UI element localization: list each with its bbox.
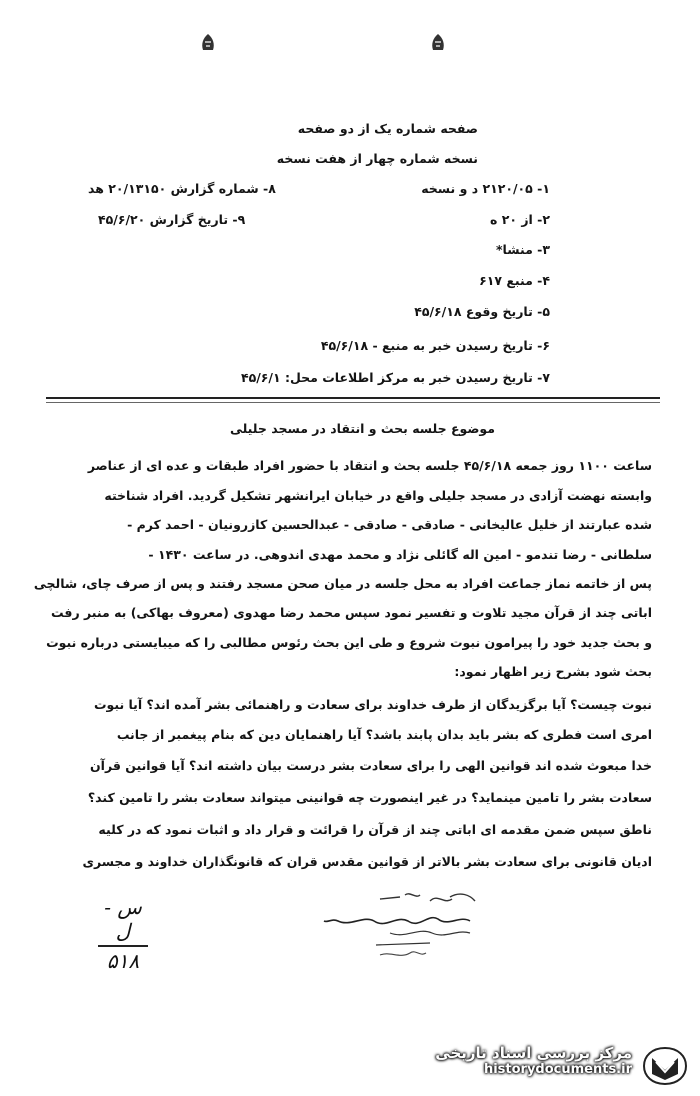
watermark-name: مرکز بررسی اسناد تاریخی [435,1044,632,1062]
page-number-line: صفحه شماره یک از دو صفحه [297,121,478,136]
body-line: سلطانی - رضا تندمو - امین اله گائلی نژاد و محمد مهدی اندوهی. در ساعت ۱۴۳۰ - [148,547,652,562]
archive-logo-icon [640,1044,690,1088]
field-3: ۳- منشا* [496,242,550,257]
fraction-bar [98,945,148,947]
body-line: ساعت ۱۱۰۰ روز جمعه ۴۵/۶/۱۸ جلسه بحث و انتقاد با حضور افراد طبقات و عده ای از عناصر [87,458,652,473]
body-line: بحث شود بشرح زیر اظهار نمود: [454,664,652,679]
body-line: وابسته نهضت آزادی در مسجد جلیلی واقع در خیابان ایرانشهر تشکیل گردید. افراد شناخته [104,488,652,503]
report-date: ۹- تاریخ گزارش ۴۵/۶/۲۰ [98,212,246,227]
field-6: ۶- تاریخ رسیدن خبر به منبع - ۴۵/۶/۱۸ [320,338,550,353]
body-line: و بحث جدید خود را پیرامون نبوت شروع و طی این بحث رئوس مطالبی را که میبایستی درباره نبوت [46,635,652,650]
body-line: ادیان قانونی برای سعادت بشر بالاتر از قوانین مقدس قران که قانونگذاران خداوند و مجسری [82,854,652,869]
field-4: ۴- منبع ۶۱۷ [479,273,550,288]
body-line: شده عبارتند از خلیل عالیخانی - صادقی - صادقی - عبدالحسین کازرونیان - احمد کرم - [127,517,652,532]
archive-fraction [98,895,148,973]
archive-watermark [412,1044,690,1088]
fraction-bottom: ۵۱۸ [106,949,140,973]
report-number: ۸- شماره گزارش ۲۰/۱۳۱۵۰ هد [88,181,276,196]
copy-number-line: نسخه شماره چهار از هفت نسخه [276,151,478,166]
body-line: نبوت چیست؟ آیا برگزیدگان از طرف خداوند برای سعادت و راهنمائی بشر آمده اند؟ آیا نبوت [93,697,652,712]
body-line: پس از خاتمه نماز جماعت افراد به محل جلسه در میان صحن مسجد رفتند و پس از صرف چای، شالچی [33,576,652,591]
separator-line-thin [46,402,660,403]
body-line: امری است فطری که بشر باید بدان پابند باشد؟ آیا راهنمایان دین که بنام پیغمبر از جانب [116,727,652,742]
body-line: سعادت بشر را تامین مینماید؟ در غیر اینصورت چه قوانینی میتواند سعادت بشر را تامین کند؟ [87,790,652,805]
watermark-url: historydocuments.ir [483,1062,632,1077]
field-7: ۷- تاریخ رسیدن خبر به مرکز اطلاعات محل: ۴۵/۶/۱ [240,370,550,385]
body-line: خدا مبعوث شده اند قوانین الهی را برای سعادت بشر درست بیان داشته اند؟ آیا قوانین قرآن [89,758,652,773]
seal-right-icon [427,32,449,54]
field-5: ۵- تاریخ وقوع ۴۵/۶/۱۸ [414,304,550,319]
separator-line [46,397,660,399]
field-2: ۲- از ۲۰ ه [489,212,550,227]
seal-left-icon [197,32,219,54]
fraction-top: س - ل [104,895,142,943]
field-1: ۱- ۲۱۲۰/۰۵ د و نسخه [421,181,550,196]
body-line: اباتی چند از قرآن مجید تلاوت و تفسیر نمود سپس محمد رضا مهدوی (معروف بهاکی) به منبر رفت [51,605,652,620]
subject-line: موضوع جلسه بحث و انتقاد در مسجد جلیلی [229,421,495,436]
body-line: ناطق سپس ضمن مقدمه ای اباتی چند از قرآن را قرائت و قرار داد و اثبات نمود که در کلیه [98,822,652,837]
watermark-text [435,1044,632,1077]
handwritten-signature [320,885,485,975]
